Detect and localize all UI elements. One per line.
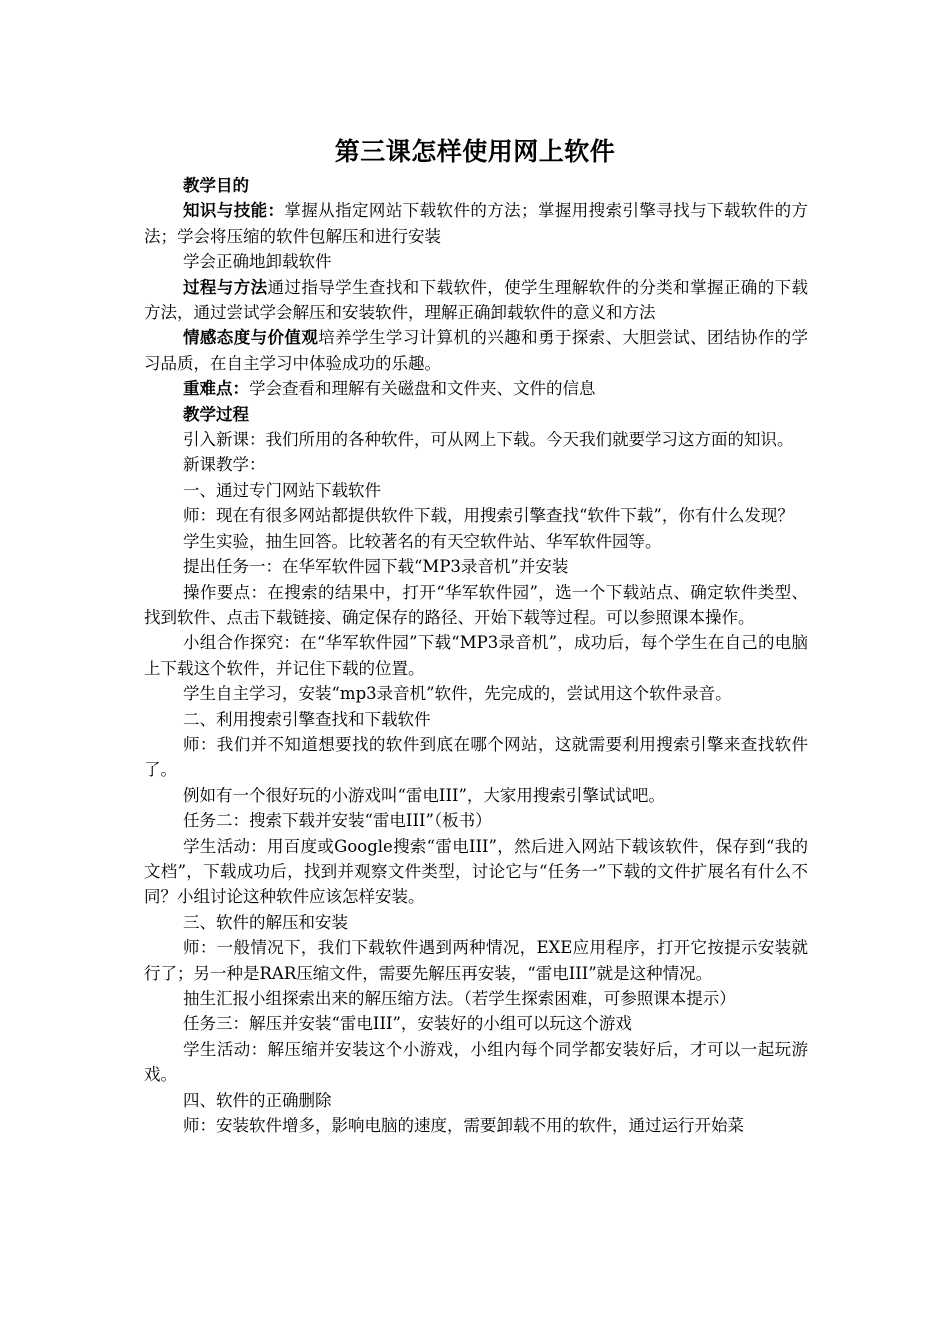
paragraph: [144, 198, 808, 249]
paragraph: [144, 325, 808, 376]
paragraph: [144, 1037, 808, 1088]
paragraph: [144, 452, 808, 477]
paragraph-text: 师：安装软件增多，影响电脑的速度，需要卸载不用的软件，通过运行开始菜: [183, 1116, 744, 1136]
paragraph-text: 四、软件的正确删除: [183, 1090, 332, 1110]
paragraph-text: 师：我们并不知道想要找的软件到底在哪个网站，这就需要利用搜索引擎来查找软件了。: [144, 734, 808, 780]
paragraph: [144, 630, 808, 681]
paragraph-text: 师：一般情况下，我们下载软件遇到两种情况，EXE应用程序，打开它按提示安装就行了；另一种是RAR压缩文件，需要先解压再安装，“雷电III”就是这种情况。: [144, 938, 808, 983]
paragraph-heading: 知识与技能：: [183, 201, 285, 221]
paragraph-heading: 教学过程: [183, 404, 249, 424]
paragraph-text: 例如有一个很好玩的小游戏叫“雷电III”，大家用搜索引擎试试吧。: [183, 785, 665, 805]
paragraph: [144, 478, 808, 503]
paragraph: [144, 707, 808, 732]
paragraph-text: 新课教学：: [183, 455, 266, 475]
paragraph: [144, 834, 808, 910]
paragraph: [144, 732, 808, 783]
paragraph: [144, 173, 808, 198]
paragraph-text: 任务三：解压并安装“雷电III”，安装好的小组可以玩这个游戏: [183, 1014, 632, 1034]
paragraph: [144, 986, 808, 1011]
paragraph: [144, 935, 808, 986]
paragraph-text: 掌握从指定网站下载软件的方法；掌握用搜索引擎寻找与下载软件的方法；学会将压缩的软件包解压和进行安装: [144, 201, 809, 246]
paragraph: [144, 910, 808, 935]
paragraph-text: 学生活动：用百度或Google搜索“雷电III”，然后进入网站下载该软件，保存到“我的文档”，下载成功后，找到并观察文件类型，讨论它与“任务一”下载的文件扩展名有什么不同？小组讨论这种软件应该怎样安装。: [144, 836, 808, 907]
paragraph-heading: 情感态度与价值观: [183, 328, 319, 348]
paragraph-text: 培养学生学习计算机的兴趣和勇于探索、大胆尝试、团结协作的学习品质，在自主学习中体验成功的乐趣。: [144, 328, 809, 373]
paragraph-text: 提出任务一：在华军软件园下载“MP3录音机”并安装: [183, 557, 569, 577]
paragraph: [144, 580, 808, 631]
paragraph: [144, 1011, 808, 1036]
paragraph-text: 学生实验，抽生回答。比较著名的有天空软件站、华军软件园等。: [183, 531, 662, 551]
paragraph: [144, 681, 808, 706]
paragraph: [144, 529, 808, 554]
paragraph: [144, 503, 808, 528]
paragraph: [144, 427, 808, 452]
document-body: [144, 173, 808, 1138]
paragraph-text: 学生自主学习，安装“mp3录音机”软件，先完成的，尝试用这个软件录音。: [183, 684, 732, 704]
paragraph-text: 三、软件的解压和安装: [183, 912, 348, 932]
paragraph-text: 引入新课：我们所用的各种软件，可从网上下载。今天我们就要学习这方面的知识。: [183, 430, 794, 450]
paragraph: [144, 1113, 808, 1138]
paragraph-heading: 过程与方法: [183, 277, 268, 297]
paragraph: [144, 249, 808, 274]
paragraph: [144, 275, 808, 326]
paragraph-text: 二、利用搜索引擎查找和下载软件: [183, 709, 431, 729]
paragraph-text: 学会正确地卸载软件: [183, 252, 332, 272]
paragraph-text: 通过指导学生查找和下载软件，使学生理解软件的分类和掌握正确的下载方法，通过尝试学会解压和安装软件，理解正确卸载软件的意义和方法: [144, 277, 809, 323]
paragraph-heading: 教学目的: [183, 176, 249, 195]
document-title: 第三课怎样使用网上软件: [334, 137, 616, 166]
paragraph-text: 学会查看和理解有关磁盘和文件夹、文件的信息: [249, 379, 596, 399]
paragraph-heading: 重难点：: [183, 379, 249, 399]
paragraph-text: 师：现在有很多网站都提供软件下载，用搜索引擎查找“软件下载”，你有什么发现？: [183, 506, 794, 526]
paragraph-text: 抽生汇报小组探索出来的解压缩方法。（若学生探索困难，可参照课本提示）: [183, 989, 736, 1008]
paragraph: [144, 376, 808, 401]
paragraph: [144, 554, 808, 579]
paragraph: [144, 1088, 808, 1113]
paragraph: [144, 783, 808, 808]
paragraph-text: 任务二：搜索下载并安装“雷电III”（板书）: [183, 811, 492, 831]
paragraph-text: 操作要点：在搜索的结果中，打开“华军软件园”，选一个下载站点、确定软件类型、找到软件、点击下载链接、确定保存的路径、开始下载等过程。可以参照课本操作。: [144, 582, 808, 627]
paragraph-text: 小组合作探究：在“华军软件园”下载“MP3录音机”，成功后，每个学生在自己的电脑上下载这个软件，并记住下载的位置。: [144, 633, 808, 678]
paragraph-text: 一、通过专门网站下载软件: [183, 480, 381, 500]
paragraph-text: 学生活动：解压缩并安装这个小游戏，小组内每个同学都安装好后，才可以一起玩游戏。: [144, 1039, 808, 1085]
paragraph: [144, 402, 808, 427]
paragraph: [144, 808, 808, 833]
